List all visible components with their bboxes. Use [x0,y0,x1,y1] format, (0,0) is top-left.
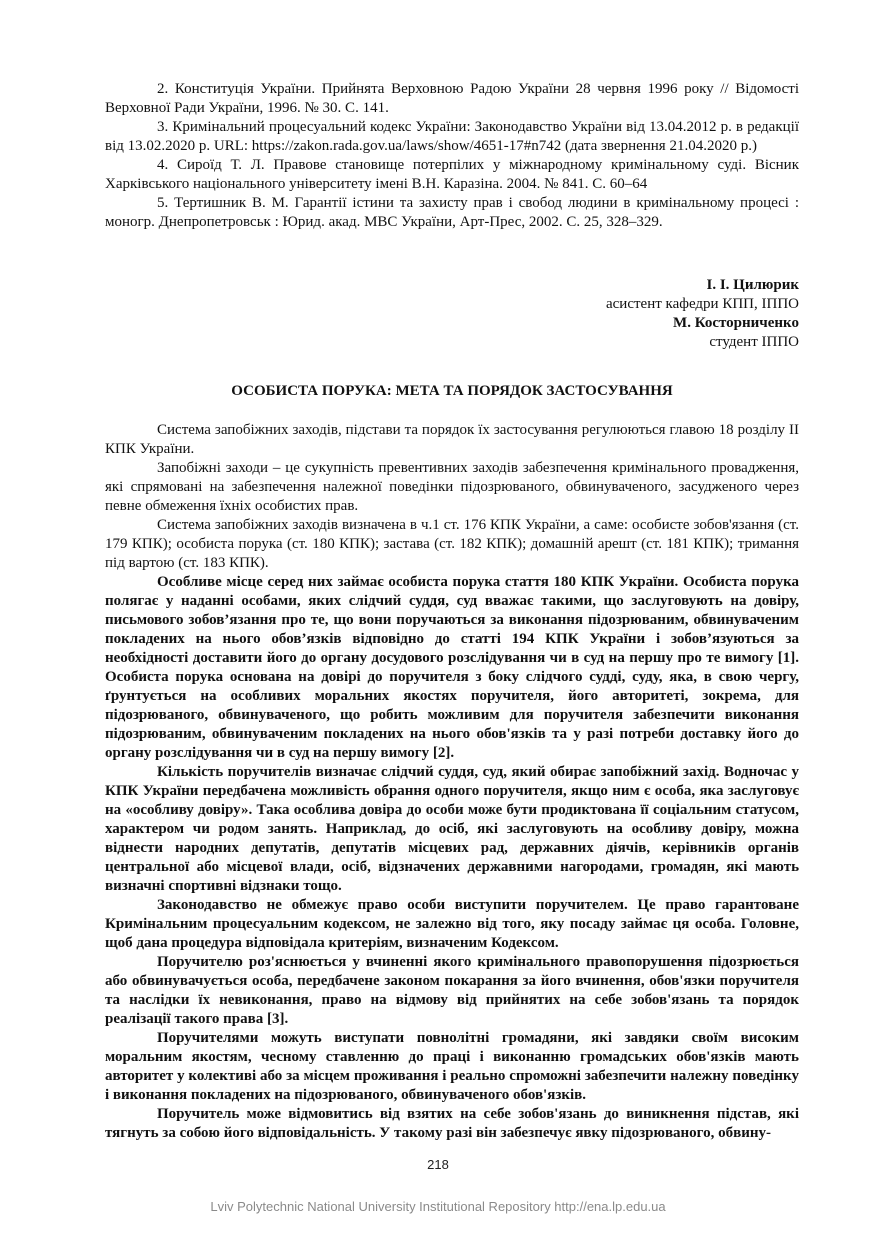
reference-item: 2. Конституція України. Прийнята Верховною Радою України 28 червня 1996 року // Відомості Верховної Ради України, 1996. № 30. С. 141. [105,81,799,116]
reference-item: 3. Кримінальний процесуальний кодекс України: Законодавство України від 13.04.2012 р. в редакції від 13.02.2020 р. URL: https://zakon.rada.gov.ua/laws/show/4651-17#n742 (дата звернення 21.04.2020 р.) [105,119,799,154]
body-paragraph: Поручителю роз'яснюється у вчиненні якого кримінального правопорушення підозрюється або обвинувачується особа, передбачене законом покарання за його вчинення, обов'язки поручителя та наслідки їх невиконання, право на відмову від прийнятих на себе зобов'язань та порядок реалізації такого права [3]. [105,954,799,1027]
reference-list [105,80,799,232]
body-paragraph: Особливе місце серед них займає особиста порука стаття 180 КПК України. Особиста порука полягає у наданні особами, яких слідчий суддя, суд вважає такими, що заслуговують на довіру, письмового зобов’язання про те, що вони поручаються за виконання підозрюваним, обвинуваченим покладених на нього обов’язків відповідно до статті 194 КПК України і зобов’язуються за необхідності доставити його до органу досудового розслідування чи в суд на першу про те вимогу [1]. Особиста порука основана на довірі до поручителя з боку слідчого судді, суду, яка, в свою чергу, ґрунтується на особливих моральних якостях поручителя, його авторитеті, зокрема, для підозрюваного, обвинуваченого, що робить можливим для поручителя забезпечити виконання підозрюваним, обвинуваченим покладених на нього обов'язків та у разі потреби доставку його до органу розслідування чи в суд на першу вимогу [2]. [105,574,799,761]
body-paragraph: Поручителями можуть виступати повнолітні громадяни, які завдяки своїм високим моральним якостям, чесному ставленню до праці і виконанню громадських обов'язків мають авторитет у колективі або за місцем проживання і реально спроможні забезпечити належну поведінку і виконання покладених на підозрюваного, обвинуваченого обов'язків. [105,1030,799,1103]
article-title: ОСОБИСТА ПОРУКА: МЕТА ТА ПОРЯДОК ЗАСТОСУВАННЯ [231,383,673,399]
reference-item: 5. Тертишник В. М. Гарантії істини та захисту прав і свобод людини в кримінальному процесі : моногр. Днепропетровськ : Юрид. акад. МВС України, Арт-Прес, 2002. С. 25, 328–329. [105,195,799,230]
body-paragraph: Поручитель може відмовитись від взятих на себе зобов'язань до виникнення підстав, які тягнуть за собою його відповідальність. У такому разі він забезпечує явку підозрюваного, обвину- [105,1106,799,1141]
page-content [105,80,799,1143]
author-name: М. Косторниченко [673,315,799,331]
body-paragraph: Законодавство не обмежує право особи виступити поручителем. Це право гарантоване Кримінальним процесуальним кодексом, не залежно від того, яку посаду займає ця особа. Головне, щоб дана процедура відповідала критеріям, визначеним Кодексом. [105,897,799,951]
author-name: І. І. Цилюрик [706,277,799,293]
body-paragraph: Система запобіжних заходів визначена в ч.1 ст. 176 КПК України, а саме: особисте зобов'язання (ст. 179 КПК); особиста порука (ст. 180 КПК); застава (ст. 182 КПК); домашній арешт (ст. 181 КПК); тримання під вартою (ст. 183 КПК). [105,517,799,571]
author-block [105,276,799,352]
repository-footer: Lviv Polytechnic National University Institutional Repository http://ena.lp.edu.ua [210,1199,666,1214]
author-position: студент ІППО [709,334,799,350]
reference-item: 4. Сироїд Т. Л. Правове становище потерпілих у міжнародному кримінальному суді. Вісник Харківського національного університету імені В.Н. Каразіна. 2004. № 841. С. 60–64 [105,157,799,192]
author-position: асистент кафедри КПП, ІППО [605,296,799,312]
body-paragraph: Запобіжні заходи – це сукупність превентивних заходів забезпечення кримінального провадження, які спрямовані на забезпечення належної поведінки підозрюваного, обвинуваченого, засудженого через певне обмеження їхніх особистих прав. [105,460,799,514]
article-body [105,421,799,1143]
page-number: 218 [427,1157,449,1172]
body-paragraph: Кількість поручителів визначає слідчий суддя, суд, який обирає запобіжний захід. Водночас у КПК України передбачена можливість обрання одного поручителя, якщо ним є особа, яка заслуговує на «особливу довіру». Така особлива довіра до особи може бути продиктована її соціальним статусом, характером чи родом занять. Наприклад, до осіб, які заслуговують на особливу довіру, можна віднести народних депутатів, депутатів місцевих рад, державних діячів, керівників органів центральної або місцевої влади, осіб, відзначених державними нагородами, громадян, які мають визначні спортивні відзнаки тощо. [105,764,799,894]
body-paragraph: Система запобіжних заходів, підстави та порядок їх застосування регулюються главою 18 розділу ІІ КПК України. [105,422,799,457]
